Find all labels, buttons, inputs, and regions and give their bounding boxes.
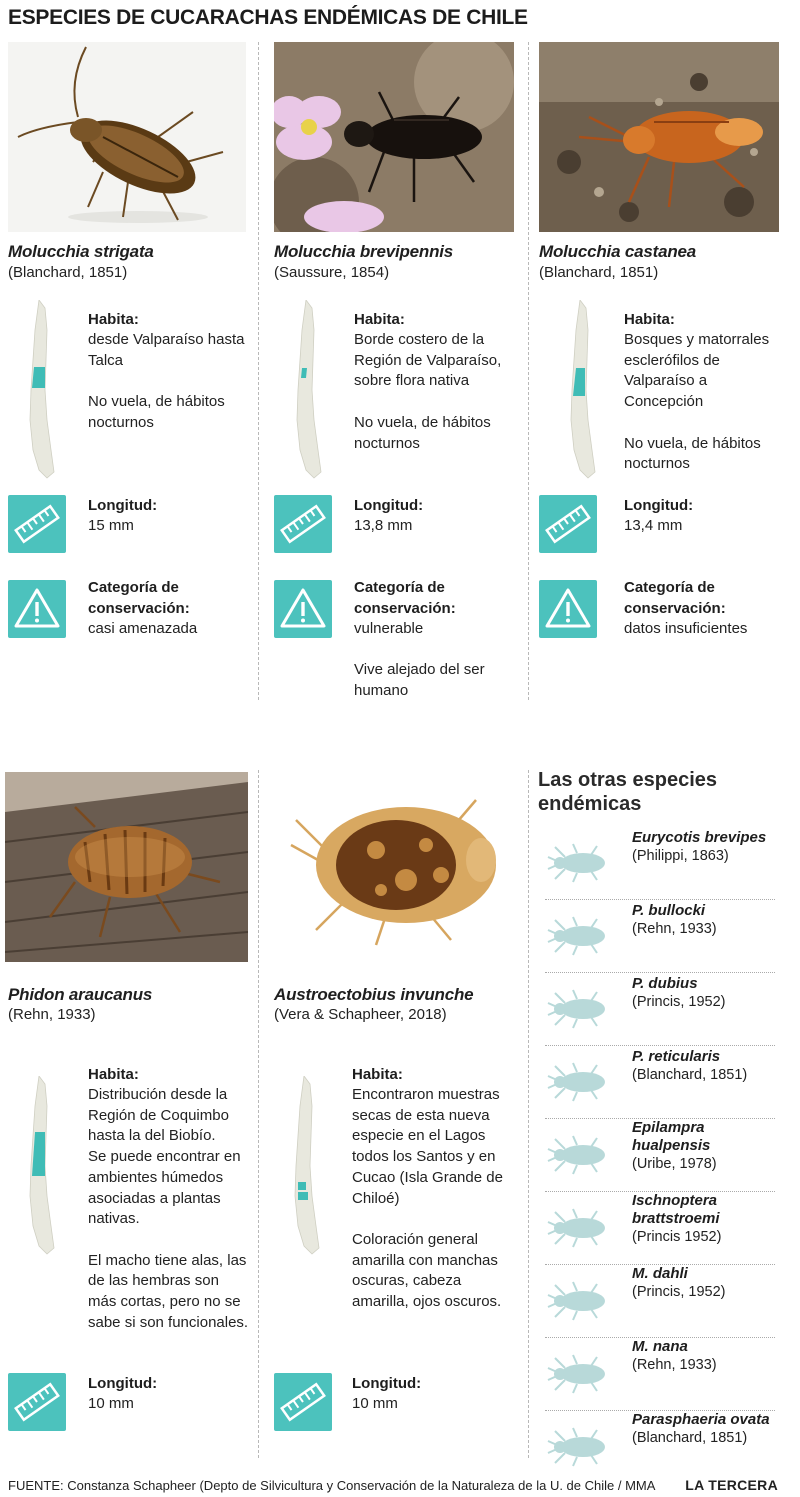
other-species-name: Parasphaeria ovata (632, 1411, 770, 1428)
chile-map-icon (25, 1076, 55, 1256)
column-divider (258, 770, 259, 1458)
other-species-author: (Princis, 1952) (632, 994, 726, 1010)
cockroach-silhouette-icon (547, 989, 609, 1029)
length-label: Longitud: (354, 497, 424, 514)
specimen-cockroach-photo (276, 780, 511, 950)
source-credit: FUENTE: Constanza Schapheer (Depto de Silvicultura y Conservación de la Naturaleza de la U. de Chile / MMA (8, 1478, 656, 1493)
species-author: (Rehn, 1933) (8, 1006, 96, 1023)
cockroach-silhouette-icon (547, 916, 609, 956)
other-species-name: Eurycotis brevipes (632, 829, 767, 846)
habitat-text: Bosques y matorrales escleróﬁlos de Valparaíso a Concepción No vuela, de hábitos nocturnos (624, 331, 770, 473)
other-species-name: Epilampra hualpensis (632, 1119, 711, 1154)
habitat-label: Habita: (624, 311, 675, 328)
column-divider (528, 770, 529, 1458)
ruler-icon (8, 495, 66, 553)
list-item (545, 1338, 775, 1411)
length-value: 13,4 mm (624, 517, 683, 534)
chile-map-icon (566, 300, 596, 480)
other-species-author: (Philippi, 1863) (632, 848, 729, 864)
other-species-author: (Princis 1952) (632, 1229, 722, 1245)
other-species-name: Ischnoptera brattstroemi (632, 1192, 720, 1227)
other-species-name: P. bullocki (632, 902, 706, 919)
length-value: 15 mm (88, 517, 134, 534)
conservation-value: vulnerable Vive alejado del ser humano (354, 620, 485, 700)
conservation-label-2: conservación: (624, 600, 726, 617)
list-item (545, 900, 775, 973)
other-species-author: (Princis, 1952) (632, 1284, 726, 1300)
species-name: Austroectobius invunche (274, 985, 474, 1004)
conservation-label-1: Categoría de (88, 579, 179, 596)
list-item (545, 973, 775, 1046)
length-label: Longitud: (624, 497, 694, 514)
length-value: 13,8 mm (354, 517, 413, 534)
chile-map-icon (292, 300, 322, 480)
other-species-author: (Rehn, 1933) (632, 1357, 717, 1373)
cockroach-silhouette-icon (547, 1135, 609, 1175)
list-item (545, 1119, 775, 1192)
list-item (545, 1046, 775, 1119)
column-divider (528, 42, 529, 700)
ruler-icon (274, 495, 332, 553)
species-name: Molucchia brevipennis (274, 242, 454, 261)
cockroach-silhouette-icon (547, 1281, 609, 1321)
conservation-label-2: conservación: (354, 600, 456, 617)
warning-icon (539, 580, 597, 638)
chile-map-icon (25, 300, 55, 480)
habitat-label: Habita: (88, 311, 139, 328)
habitat-text: Encontraron muestras secas de esta nueva especie en el Lagos todos los Santos y en Cucao (Isla Grande de Chiloé) Coloración general amarilla con manchas oscuras, cabeza amarilla, ojos oscuros. (352, 1086, 503, 1311)
ruler-icon (539, 495, 597, 553)
chile-map-icon (290, 1076, 320, 1256)
other-species-author: (Uribe, 1978) (632, 1156, 717, 1172)
conservation-value: datos insuﬁcientes (624, 620, 748, 637)
conservation-label-2: conservación: (88, 600, 190, 617)
orange-cockroach-photo (539, 42, 779, 232)
warning-icon (274, 580, 332, 638)
habitat-label: Habita: (352, 1066, 403, 1083)
cockroach-silhouette-icon (547, 1208, 609, 1248)
brown-cockroach-photo (8, 42, 246, 232)
habitat-label: Habita: (88, 1066, 139, 1083)
habitat-text: desde Valparaíso hasta Talca No vuela, de hábitos nocturnos (88, 331, 245, 431)
list-item (545, 1411, 775, 1484)
black-cockroach-on-flower-photo (274, 42, 514, 232)
conservation-label-1: Categoría de (354, 579, 445, 596)
habitat-text: Distribución desde la Región de Coquimbo hasta la del Biobío. Se puede encontrar en ambientes húmedos asociadas a plantas nativas. El macho tiene alas, las de las hembras son más cortas, pero no se sabe si son funcionales. (88, 1086, 249, 1331)
species-author: (Vera & Schapheer, 2018) (274, 1006, 447, 1023)
species-name: Molucchia strigata (8, 242, 154, 261)
other-species-name: P. reticularis (632, 1048, 721, 1065)
other-species-name: M. nana (632, 1338, 688, 1355)
species-author: (Saussure, 1854) (274, 264, 390, 281)
column-divider (258, 42, 259, 700)
length-value: 10 mm (88, 1395, 134, 1412)
length-label: Longitud: (88, 497, 158, 514)
list-item (545, 827, 775, 900)
conservation-label-1: Categoría de (624, 579, 715, 596)
warning-icon (8, 580, 66, 638)
list-item (545, 1192, 775, 1265)
length-label: Longitud: (352, 1375, 422, 1392)
other-species-author: (Blanchard, 1851) (632, 1430, 748, 1446)
other-species-author: (Blanchard, 1851) (632, 1067, 748, 1083)
species-author: (Blanchard, 1851) (8, 264, 128, 281)
publisher-logo: LA TERCERA (685, 1477, 778, 1493)
habitat-text: Borde costero de la Región de Valparaíso, sobre flora nativa No vuela, de hábitos nocturnos (354, 331, 502, 452)
other-species-name: M. dahli (632, 1265, 688, 1282)
page-title: ESPECIES DE CUCARACHAS ENDÉMICAS DE CHILE (8, 6, 528, 29)
cockroach-silhouette-icon (547, 1062, 609, 1102)
length-value: 10 mm (352, 1395, 398, 1412)
ruler-icon (274, 1373, 332, 1431)
species-author: (Blanchard, 1851) (539, 264, 659, 281)
species-name: Phidon araucanus (8, 985, 153, 1004)
length-label: Longitud: (88, 1375, 158, 1392)
species-name: Molucchia castanea (539, 242, 697, 261)
list-item (545, 1265, 775, 1338)
cockroach-silhouette-icon (547, 1427, 609, 1467)
others-title: Las otras especies endémicas (538, 769, 717, 815)
habitat-label: Habita: (354, 311, 405, 328)
other-species-name: P. dubius (632, 975, 698, 992)
ruler-icon (8, 1373, 66, 1431)
cockroach-silhouette-icon (547, 843, 609, 883)
conservation-value: casi amenazada (88, 620, 198, 637)
striped-cockroach-on-wood-photo (5, 772, 248, 962)
cockroach-silhouette-icon (547, 1354, 609, 1394)
other-species-author: (Rehn, 1933) (632, 921, 717, 937)
